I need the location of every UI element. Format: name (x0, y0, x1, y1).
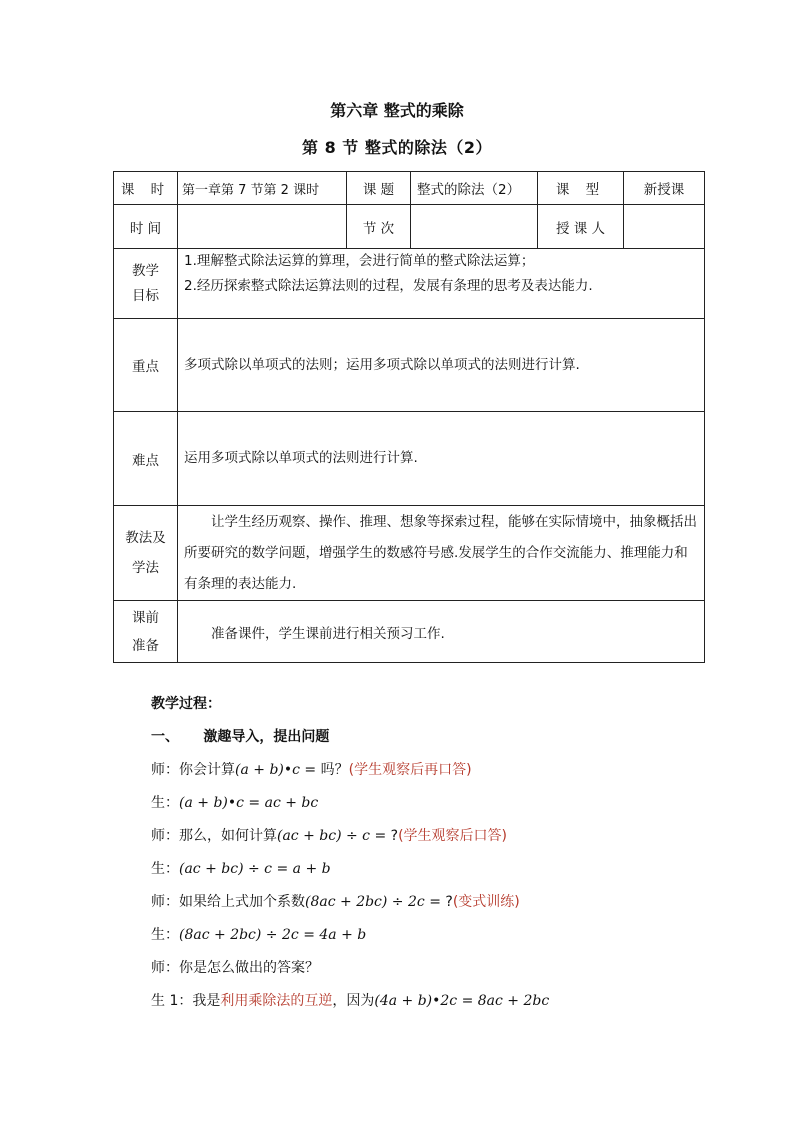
preparation-content: 准备课件，学生课前进行相关预习工作. (178, 601, 705, 663)
methods-content: 让学生经历观察、操作、推理、想象等探索过程，能够在实际情境中，抽象概括出所要研究的数学问题，增强学生的数感符号感.发展学生的合作交流能力、推理能力和有条理的表达能力. (178, 506, 705, 601)
dialogue-line (151, 985, 711, 1018)
table-row (114, 249, 705, 319)
teacher-note: (变式训练) (452, 894, 520, 910)
line-tail: 吗？ (316, 762, 349, 778)
line-text: 我是 (192, 993, 221, 1009)
table-row (114, 412, 705, 506)
value-topic: 整式的除法（2） (411, 172, 538, 205)
line-text: 你会计算 (179, 762, 235, 778)
highlighted-text: 利用乘除法的互逆 (220, 993, 333, 1009)
speaker: 师： (151, 960, 179, 976)
label-topic: 课 题 (347, 172, 411, 205)
label-goals: 教学目标 (114, 249, 178, 319)
teacher-note: (学生观察后再口答) (348, 762, 472, 778)
table-row (114, 172, 705, 205)
line-text: ，因为 (332, 993, 375, 1009)
dialogue-line (151, 787, 711, 820)
value-period (411, 205, 538, 249)
math-expression: (a + b)•c = (235, 762, 317, 778)
teacher-note: (学生观察后口答) (398, 828, 508, 844)
label-preparation: 课前准备 (114, 601, 178, 663)
section-title: 第 8 节 整式的除法（2） (302, 138, 492, 157)
math-expression: (ac + bc) ÷ c = (277, 828, 391, 844)
chapter-title: 第六章 整式的乘除 (330, 101, 464, 120)
table-row (114, 205, 705, 249)
math-expression: (4a + b)•2c = 8ac + 2bc (374, 993, 550, 1009)
section-heading-1: 一、 激趣导入，提出问题 (151, 729, 330, 745)
dialogue-line (151, 919, 711, 952)
label-period: 节 次 (347, 205, 411, 249)
label-type: 课 型 (538, 172, 624, 205)
table-row (114, 506, 705, 601)
line-text: 如果给上式加个系数 (179, 894, 305, 910)
speaker: 生 1： (151, 993, 193, 1009)
table-row (114, 601, 705, 663)
line-text: 那么，如何计算 (179, 828, 277, 844)
teaching-process (151, 688, 711, 1018)
label-methods: 教法及学法 (114, 506, 178, 601)
difficulties-content: 运用多项式除以单项式的法则进行计算. (178, 412, 705, 506)
math-expression: (8ac + 2bc) ÷ 2c = 4a + b (179, 927, 367, 943)
speaker: 师： (151, 828, 179, 844)
dialogue-line (151, 886, 711, 919)
table-row (114, 319, 705, 412)
value-time (178, 205, 347, 249)
label-hours: 课 时 (114, 172, 178, 205)
goal-item-1: 1.理解整式除法运算的算理，会进行简单的整式除法运算； (184, 253, 535, 269)
line-text: 你是怎么做出的答案？ (179, 960, 319, 976)
math-expression: (ac + bc) ÷ c = a + b (179, 861, 331, 877)
speaker: 师： (151, 762, 179, 778)
label-key-points: 重点 (114, 319, 178, 412)
dialogue-line (151, 952, 711, 985)
math-expression: (a + b)•c = ac + bc (179, 795, 319, 811)
speaker: 师： (151, 894, 179, 910)
dialogue-line (151, 820, 711, 853)
speaker: 生： (151, 861, 179, 877)
label-teacher: 授 课 人 (538, 205, 624, 249)
value-type: 新授课 (624, 172, 705, 205)
value-hours: 第一章第 7 节第 2 课时 (178, 172, 347, 205)
goals-content (178, 249, 705, 319)
math-expression: (8ac + 2bc) ÷ 2c = (305, 894, 446, 910)
speaker: 生： (151, 927, 179, 943)
label-difficulties: 难点 (114, 412, 178, 506)
process-heading: 教学过程： (151, 696, 221, 712)
speaker: 生： (151, 795, 179, 811)
dialogue-line (151, 853, 711, 886)
value-teacher (624, 205, 705, 249)
lesson-info-table (113, 171, 705, 663)
goal-item-2: 2.经历探索整式除法运算法则的过程，发展有条理的思考及表达能力. (184, 278, 593, 294)
label-time: 时 间 (114, 205, 178, 249)
line-tail: ? (445, 894, 453, 910)
dialogue-line (151, 754, 711, 787)
line-tail: ? (390, 828, 399, 844)
key-points-content: 多项式除以单项式的法则；运用多项式除以单项式的法则进行计算. (178, 319, 705, 412)
